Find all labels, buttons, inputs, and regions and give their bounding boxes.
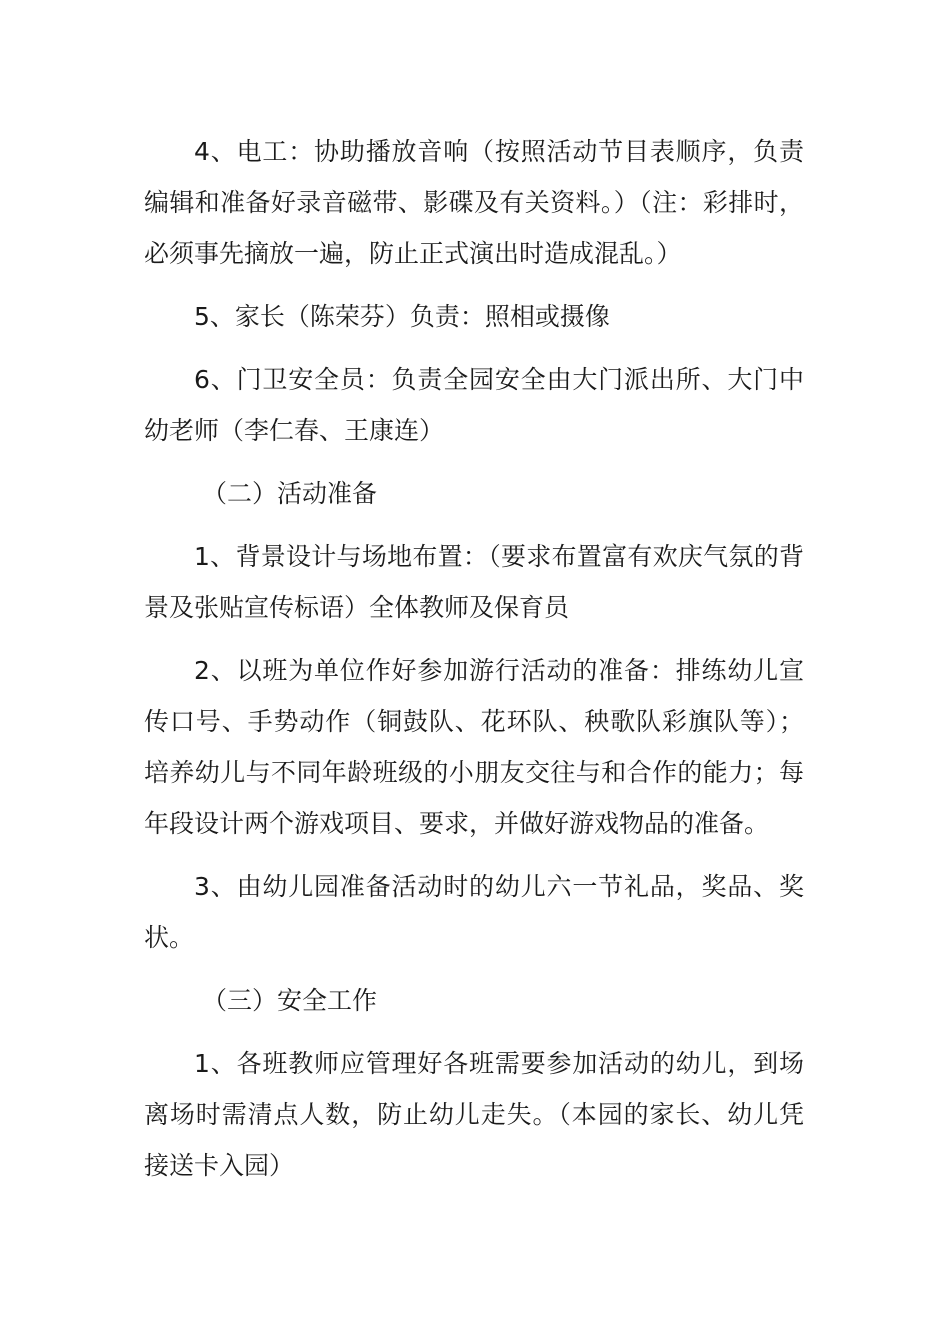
document-page bbox=[144, 126, 804, 1203]
paragraph-parent-photographer: 5、家长（陈荣芬）负责：照相或摄像 bbox=[194, 302, 610, 331]
paragraph-background-design: 1、背景设计与场地布置：（要求布置富有欢庆气氛的背景及张贴宣传标语）全体教师及保育员 bbox=[144, 542, 804, 622]
section-heading-activity-preparation: （二）活动准备 bbox=[202, 479, 378, 508]
paragraph-class-preparation: 2、以班为单位作好参加游行活动的准备：排练幼儿宣传口号、手势动作（铜鼓队、花环队、秧歌队彩旗队等）；培养幼儿与不同年龄班级的小朋友交往与和合作的能力；每年段设计两个游戏项目、要求，并做好游戏物品的准备。 bbox=[144, 656, 804, 838]
paragraph-gifts-awards: 3、由幼儿园准备活动时的幼儿六一节礼品，奖品、奖状。 bbox=[144, 872, 804, 952]
paragraph-class-safety: 1、各班教师应管理好各班需要参加活动的幼儿，到场离场时需清点人数，防止幼儿走失。（本园的家长、幼儿凭接送卡入园） bbox=[144, 1049, 804, 1180]
section-heading-safety-work: （三）安全工作 bbox=[202, 986, 378, 1015]
paragraph-electrician: 4、电工：协助播放音响（按照活动节目表顺序，负责编辑和准备好录音磁带、影碟及有关资料。）（注：彩排时，必须事先摘放一遍，防止正式演出时造成混乱。） bbox=[144, 137, 804, 268]
paragraph-gate-security: 6、门卫安全员：负责全园安全由大门派出所、大门中幼老师（李仁春、王康连） bbox=[144, 365, 804, 445]
